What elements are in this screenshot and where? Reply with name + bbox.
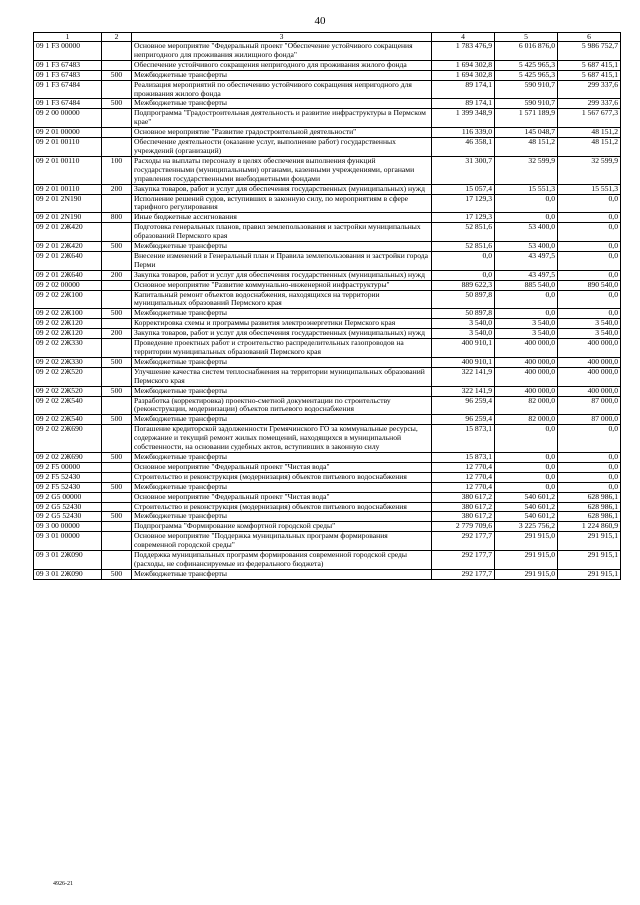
- code-cell: 09 2 01 2N190: [34, 194, 102, 213]
- name-cell: Основное мероприятие "Развитие градостроительной деятельности": [132, 128, 432, 138]
- value-cell: 0,0: [495, 194, 558, 213]
- value-cell: 0,0: [558, 242, 621, 252]
- code-cell: 09 2 F5 00000: [34, 462, 102, 472]
- value-cell: 299 337,6: [558, 99, 621, 109]
- name-cell: Подпрограмма "Формирование комфортной городской среды": [132, 522, 432, 532]
- value-cell: 17 129,3: [432, 194, 495, 213]
- code-cell: 09 1 F3 67484: [34, 80, 102, 99]
- value-cell: 53 400,0: [495, 223, 558, 242]
- code-cell: 09 1 F3 00000: [34, 42, 102, 61]
- type-cell: [102, 532, 132, 551]
- header-cell: 2: [102, 33, 132, 42]
- value-cell: 540 601,2: [495, 492, 558, 502]
- name-cell: Строительство и реконструкция (модернизация) объектов питьевого водоснабжения: [132, 502, 432, 512]
- code-cell: 09 2 G5 00000: [34, 492, 102, 502]
- value-cell: 540 601,2: [495, 512, 558, 522]
- header-row: [34, 33, 621, 42]
- value-cell: 0,0: [495, 462, 558, 472]
- table-row: [34, 70, 621, 80]
- table-row: [34, 357, 621, 367]
- type-cell: [102, 60, 132, 70]
- name-cell: Закупка товаров, работ и услуг для обеспечения государственных (муниципальных) нужд: [132, 184, 432, 194]
- value-cell: 380 617,2: [432, 492, 495, 502]
- code-cell: 09 1 F3 67484: [34, 99, 102, 109]
- value-cell: 0,0: [558, 251, 621, 270]
- name-cell: Межбюджетные трансферты: [132, 357, 432, 367]
- code-cell: 09 2 02 2Ж520: [34, 386, 102, 396]
- value-cell: 3 225 756,2: [495, 522, 558, 532]
- value-cell: 0,0: [495, 213, 558, 223]
- code-cell: 09 1 F3 67483: [34, 60, 102, 70]
- value-cell: 400 910,1: [432, 339, 495, 358]
- budget-table: [33, 32, 621, 580]
- value-cell: 0,0: [495, 472, 558, 482]
- value-cell: 0,0: [432, 251, 495, 270]
- value-cell: 15 551,3: [495, 184, 558, 194]
- header-cell: 3: [132, 33, 432, 42]
- table-row: [34, 138, 621, 157]
- table-row: [34, 156, 621, 184]
- value-cell: 3 540,0: [495, 319, 558, 329]
- document-code: 4926-21: [53, 881, 73, 887]
- value-cell: 400 000,0: [558, 357, 621, 367]
- table-row: [34, 452, 621, 462]
- value-cell: 0,0: [495, 309, 558, 319]
- table-row: [34, 386, 621, 396]
- code-cell: 09 2 F5 52430: [34, 482, 102, 492]
- value-cell: 87 000,0: [558, 396, 621, 415]
- type-cell: [102, 472, 132, 482]
- code-cell: 09 2 02 2Ж690: [34, 425, 102, 453]
- value-cell: 291 915,0: [495, 551, 558, 570]
- value-cell: 400 910,1: [432, 357, 495, 367]
- type-cell: 500: [102, 512, 132, 522]
- code-cell: 09 2 02 2Ж540: [34, 415, 102, 425]
- table-row: [34, 194, 621, 213]
- value-cell: 628 986,1: [558, 512, 621, 522]
- value-cell: 48 151,2: [495, 138, 558, 157]
- value-cell: 1 567 677,3: [558, 109, 621, 128]
- type-cell: [102, 462, 132, 472]
- table-row: [34, 280, 621, 290]
- value-cell: 889 622,3: [432, 280, 495, 290]
- value-cell: 145 048,7: [495, 128, 558, 138]
- value-cell: 15 551,3: [558, 184, 621, 194]
- value-cell: 50 897,8: [432, 290, 495, 309]
- value-cell: 400 000,0: [495, 386, 558, 396]
- type-cell: 500: [102, 309, 132, 319]
- value-cell: 291 915,1: [558, 569, 621, 579]
- table-row: [34, 425, 621, 453]
- code-cell: 09 2 01 2Ж640: [34, 251, 102, 270]
- code-cell: 09 2 02 00000: [34, 280, 102, 290]
- name-cell: Основное мероприятие "Федеральный проект "Обеспечение устойчивого сокращения непригодного для проживания жилищного фонда": [132, 42, 432, 61]
- table-row: [34, 99, 621, 109]
- value-cell: 400 000,0: [495, 339, 558, 358]
- value-cell: 0,0: [495, 290, 558, 309]
- code-cell: 09 2 01 2Ж420: [34, 223, 102, 242]
- value-cell: 291 915,0: [495, 569, 558, 579]
- type-cell: 500: [102, 99, 132, 109]
- name-cell: Улучшение качества систем теплоснабжения на территории муниципальных образований Пермского края: [132, 367, 432, 386]
- type-cell: 200: [102, 270, 132, 280]
- value-cell: 46 358,1: [432, 138, 495, 157]
- table-row: [34, 502, 621, 512]
- value-cell: 0,0: [558, 482, 621, 492]
- type-cell: [102, 290, 132, 309]
- name-cell: Основное мероприятие "Федеральный проект "Чистая вода": [132, 462, 432, 472]
- value-cell: 0,0: [558, 472, 621, 482]
- name-cell: Закупка товаров, работ и услуг для обеспечения государственных (муниципальных) нужд: [132, 270, 432, 280]
- value-cell: 31 300,7: [432, 156, 495, 184]
- type-cell: [102, 223, 132, 242]
- type-cell: [102, 251, 132, 270]
- value-cell: 89 174,1: [432, 99, 495, 109]
- value-cell: 0,0: [432, 270, 495, 280]
- type-cell: [102, 109, 132, 128]
- type-cell: [102, 339, 132, 358]
- value-cell: 43 497,5: [495, 251, 558, 270]
- type-cell: [102, 128, 132, 138]
- name-cell: Подпрограмма "Градостроительная деятельность и развитие инфраструктуры в Пермском крае": [132, 109, 432, 128]
- header-cell: 5: [495, 33, 558, 42]
- table-row: [34, 522, 621, 532]
- value-cell: 53 400,0: [495, 242, 558, 252]
- code-cell: 09 2 01 00110: [34, 184, 102, 194]
- code-cell: 09 2 02 2Ж100: [34, 290, 102, 309]
- table-row: [34, 482, 621, 492]
- code-cell: 09 2 02 2Ж100: [34, 309, 102, 319]
- value-cell: 0,0: [558, 290, 621, 309]
- value-cell: 0,0: [558, 452, 621, 462]
- value-cell: 400 000,0: [558, 386, 621, 396]
- value-cell: 1 783 476,9: [432, 42, 495, 61]
- name-cell: Межбюджетные трансферты: [132, 242, 432, 252]
- header-cell: 6: [558, 33, 621, 42]
- value-cell: 590 910,7: [495, 99, 558, 109]
- name-cell: Исполнение решений судов, вступивших в законную силу, по мероприятиям в сфере тарифного регулирования: [132, 194, 432, 213]
- type-cell: [102, 194, 132, 213]
- code-cell: 09 3 01 2Ж090: [34, 569, 102, 579]
- value-cell: 0,0: [558, 425, 621, 453]
- type-cell: [102, 367, 132, 386]
- value-cell: 299 337,6: [558, 80, 621, 99]
- table-row: [34, 551, 621, 570]
- name-cell: Реализация мероприятий по обеспечению устойчивого сокращения непригодного для проживания жилого фонда: [132, 80, 432, 99]
- type-cell: 200: [102, 184, 132, 194]
- value-cell: 291 915,1: [558, 532, 621, 551]
- value-cell: 52 851,6: [432, 223, 495, 242]
- type-cell: [102, 522, 132, 532]
- value-cell: 0,0: [495, 452, 558, 462]
- name-cell: Основное мероприятие "Поддержка муниципальных программ формирования современной городской среды": [132, 532, 432, 551]
- value-cell: 3 540,0: [558, 329, 621, 339]
- name-cell: Иные бюджетные ассигнования: [132, 213, 432, 223]
- name-cell: Внесение изменений в Генеральный план и Правила землепользования и застройки города Перми: [132, 251, 432, 270]
- code-cell: 09 2 02 2Ж690: [34, 452, 102, 462]
- value-cell: 3 540,0: [432, 329, 495, 339]
- type-cell: [102, 42, 132, 61]
- table-body: [34, 42, 621, 580]
- value-cell: 0,0: [495, 482, 558, 492]
- value-cell: 6 016 876,0: [495, 42, 558, 61]
- name-cell: Обеспечение деятельности (оказание услуг, выполнение работ) государственных учреждений (организаций): [132, 138, 432, 157]
- value-cell: 12 770,4: [432, 472, 495, 482]
- name-cell: Межбюджетные трансферты: [132, 386, 432, 396]
- table-row: [34, 290, 621, 309]
- code-cell: 09 2 01 2Ж640: [34, 270, 102, 280]
- header-cell: 1: [34, 33, 102, 42]
- code-cell: 09 2 02 2Ж540: [34, 396, 102, 415]
- budget-table-container: [33, 32, 620, 580]
- value-cell: 15 057,4: [432, 184, 495, 194]
- name-cell: Обеспечение устойчивого сокращения непригодного для проживания жилого фонда: [132, 60, 432, 70]
- value-cell: 116 339,0: [432, 128, 495, 138]
- name-cell: Межбюджетные трансферты: [132, 99, 432, 109]
- type-cell: [102, 396, 132, 415]
- code-cell: 09 2 G5 52430: [34, 512, 102, 522]
- table-row: [34, 60, 621, 70]
- type-cell: 800: [102, 213, 132, 223]
- type-cell: [102, 425, 132, 453]
- name-cell: Межбюджетные трансферты: [132, 70, 432, 80]
- code-cell: 09 2 02 2Ж120: [34, 319, 102, 329]
- table-row: [34, 462, 621, 472]
- value-cell: 890 540,0: [558, 280, 621, 290]
- value-cell: 380 617,2: [432, 512, 495, 522]
- value-cell: 48 151,2: [558, 128, 621, 138]
- code-cell: 09 2 01 00000: [34, 128, 102, 138]
- value-cell: 1 571 189,9: [495, 109, 558, 128]
- table-row: [34, 396, 621, 415]
- name-cell: Капитальный ремонт объектов водоснабжения, находящихся на территории муниципальных образований Пермского края: [132, 290, 432, 309]
- table-row: [34, 367, 621, 386]
- value-cell: 1 694 302,8: [432, 60, 495, 70]
- value-cell: 400 000,0: [558, 339, 621, 358]
- value-cell: 5 425 965,3: [495, 60, 558, 70]
- value-cell: 291 915,0: [495, 532, 558, 551]
- table-row: [34, 184, 621, 194]
- name-cell: Основное мероприятие "Развитие коммунально-инженерной инфраструктуры": [132, 280, 432, 290]
- type-cell: [102, 492, 132, 502]
- value-cell: 885 540,0: [495, 280, 558, 290]
- code-cell: 09 2 F5 52430: [34, 472, 102, 482]
- name-cell: Расходы на выплаты персоналу в целях обеспечения выполнения функций государственными (муниципальными) органами, казенными учреждениями, органами управления государственными внебюджетными фондами: [132, 156, 432, 184]
- type-cell: 500: [102, 482, 132, 492]
- value-cell: 96 259,4: [432, 415, 495, 425]
- name-cell: Строительство и реконструкция (модернизация) объектов питьевого водоснабжения: [132, 472, 432, 482]
- value-cell: 50 897,8: [432, 309, 495, 319]
- name-cell: Межбюджетные трансферты: [132, 415, 432, 425]
- table-row: [34, 569, 621, 579]
- value-cell: 0,0: [495, 425, 558, 453]
- table-row: [34, 309, 621, 319]
- name-cell: Поддержка муниципальных программ формирования современной городской среды (расходы, не софинансируемые из федерального бюджета): [132, 551, 432, 570]
- value-cell: 292 177,7: [432, 569, 495, 579]
- table-row: [34, 242, 621, 252]
- type-cell: [102, 280, 132, 290]
- table-row: [34, 270, 621, 280]
- code-cell: 09 2 01 2Ж420: [34, 242, 102, 252]
- value-cell: 43 497,5: [495, 270, 558, 280]
- name-cell: Погашение кредиторской задолженности Гремячинского ГО за коммунальные ресурсы, содержание и текущий ремонт жилых помещений, находящихся в муниципальной собственности, на основании судебных актов, вступивших в законную силу: [132, 425, 432, 453]
- header-cell: 4: [432, 33, 495, 42]
- name-cell: Подготовка генеральных планов, правил землепользования и застройки муниципальных образований Пермского края: [132, 223, 432, 242]
- type-cell: 500: [102, 415, 132, 425]
- value-cell: 0,0: [558, 462, 621, 472]
- value-cell: 96 259,4: [432, 396, 495, 415]
- value-cell: 292 177,7: [432, 532, 495, 551]
- table-row: [34, 512, 621, 522]
- value-cell: 322 141,9: [432, 367, 495, 386]
- value-cell: 82 000,0: [495, 396, 558, 415]
- value-cell: 32 599,9: [558, 156, 621, 184]
- value-cell: 0,0: [558, 194, 621, 213]
- value-cell: 292 177,7: [432, 551, 495, 570]
- value-cell: 89 174,1: [432, 80, 495, 99]
- type-cell: 500: [102, 70, 132, 80]
- table-row: [34, 80, 621, 99]
- code-cell: 09 3 01 2Ж090: [34, 551, 102, 570]
- value-cell: 3 540,0: [432, 319, 495, 329]
- value-cell: 0,0: [558, 309, 621, 319]
- type-cell: 500: [102, 569, 132, 579]
- value-cell: 48 151,2: [558, 138, 621, 157]
- value-cell: 400 000,0: [495, 357, 558, 367]
- table-row: [34, 42, 621, 61]
- code-cell: 09 2 02 2Ж330: [34, 339, 102, 358]
- value-cell: 32 599,9: [495, 156, 558, 184]
- type-cell: 100: [102, 156, 132, 184]
- value-cell: 12 770,4: [432, 482, 495, 492]
- value-cell: 5 687 415,1: [558, 60, 621, 70]
- name-cell: Разработка (корректировка) проектно-сметной документации по строительству (реконструкции, модернизации) объектов питьевого водоснабжения: [132, 396, 432, 415]
- name-cell: Корректировка схемы и программы развития электроэнергетики Пермского края: [132, 319, 432, 329]
- name-cell: Межбюджетные трансферты: [132, 452, 432, 462]
- type-cell: 200: [102, 329, 132, 339]
- type-cell: 500: [102, 357, 132, 367]
- table-row: [34, 319, 621, 329]
- code-cell: 09 2 G5 52430: [34, 502, 102, 512]
- type-cell: 500: [102, 386, 132, 396]
- value-cell: 15 873,1: [432, 452, 495, 462]
- value-cell: 291 915,1: [558, 551, 621, 570]
- value-cell: 3 540,0: [558, 319, 621, 329]
- code-cell: 09 2 01 00110: [34, 138, 102, 157]
- code-cell: 09 2 02 2Ж120: [34, 329, 102, 339]
- table-row: [34, 472, 621, 482]
- value-cell: 15 873,1: [432, 425, 495, 453]
- code-cell: 09 3 01 00000: [34, 532, 102, 551]
- table-row: [34, 532, 621, 551]
- table-row: [34, 339, 621, 358]
- code-cell: 09 1 F3 67483: [34, 70, 102, 80]
- table-row: [34, 128, 621, 138]
- value-cell: 380 617,2: [432, 502, 495, 512]
- code-cell: 09 2 01 2N190: [34, 213, 102, 223]
- value-cell: 5 986 752,7: [558, 42, 621, 61]
- table-row: [34, 213, 621, 223]
- type-cell: 500: [102, 452, 132, 462]
- value-cell: 87 000,0: [558, 415, 621, 425]
- value-cell: 82 000,0: [495, 415, 558, 425]
- value-cell: 0,0: [558, 213, 621, 223]
- code-cell: 09 3 00 00000: [34, 522, 102, 532]
- type-cell: [102, 502, 132, 512]
- code-cell: 09 2 02 2Ж520: [34, 367, 102, 386]
- type-cell: [102, 80, 132, 99]
- value-cell: 400 000,0: [495, 367, 558, 386]
- code-cell: 09 2 02 2Ж330: [34, 357, 102, 367]
- value-cell: 628 986,1: [558, 502, 621, 512]
- value-cell: 540 601,2: [495, 502, 558, 512]
- value-cell: 1 399 348,9: [432, 109, 495, 128]
- name-cell: Межбюджетные трансферты: [132, 569, 432, 579]
- name-cell: Закупка товаров, работ и услуг для обеспечения государственных (муниципальных) нужд: [132, 329, 432, 339]
- value-cell: 17 129,3: [432, 213, 495, 223]
- name-cell: Основное мероприятие "Федеральный проект "Чистая вода": [132, 492, 432, 502]
- type-cell: [102, 551, 132, 570]
- name-cell: Межбюджетные трансферты: [132, 512, 432, 522]
- value-cell: 1 694 302,8: [432, 70, 495, 80]
- table-row: [34, 415, 621, 425]
- value-cell: 3 540,0: [495, 329, 558, 339]
- value-cell: 5 425 965,3: [495, 70, 558, 80]
- value-cell: 1 224 860,9: [558, 522, 621, 532]
- table-row: [34, 251, 621, 270]
- table-row: [34, 329, 621, 339]
- value-cell: 322 141,9: [432, 386, 495, 396]
- table-row: [34, 492, 621, 502]
- name-cell: Межбюджетные трансферты: [132, 482, 432, 492]
- value-cell: 0,0: [558, 223, 621, 242]
- table-row: [34, 109, 621, 128]
- page-number: 40: [314, 15, 326, 27]
- value-cell: 52 851,6: [432, 242, 495, 252]
- value-cell: 628 986,1: [558, 492, 621, 502]
- name-cell: Межбюджетные трансферты: [132, 309, 432, 319]
- table-row: [34, 223, 621, 242]
- type-cell: 500: [102, 242, 132, 252]
- type-cell: [102, 138, 132, 157]
- value-cell: 12 770,4: [432, 462, 495, 472]
- value-cell: 0,0: [558, 270, 621, 280]
- name-cell: Проведение проектных работ и строительство распределительных газопроводов на территории муниципальных образований Пермского края: [132, 339, 432, 358]
- value-cell: 400 000,0: [558, 367, 621, 386]
- type-cell: [102, 319, 132, 329]
- code-cell: 09 2 00 00000: [34, 109, 102, 128]
- value-cell: 590 910,7: [495, 80, 558, 99]
- value-cell: 2 779 709,6: [432, 522, 495, 532]
- code-cell: 09 2 01 00110: [34, 156, 102, 184]
- value-cell: 5 687 415,1: [558, 70, 621, 80]
